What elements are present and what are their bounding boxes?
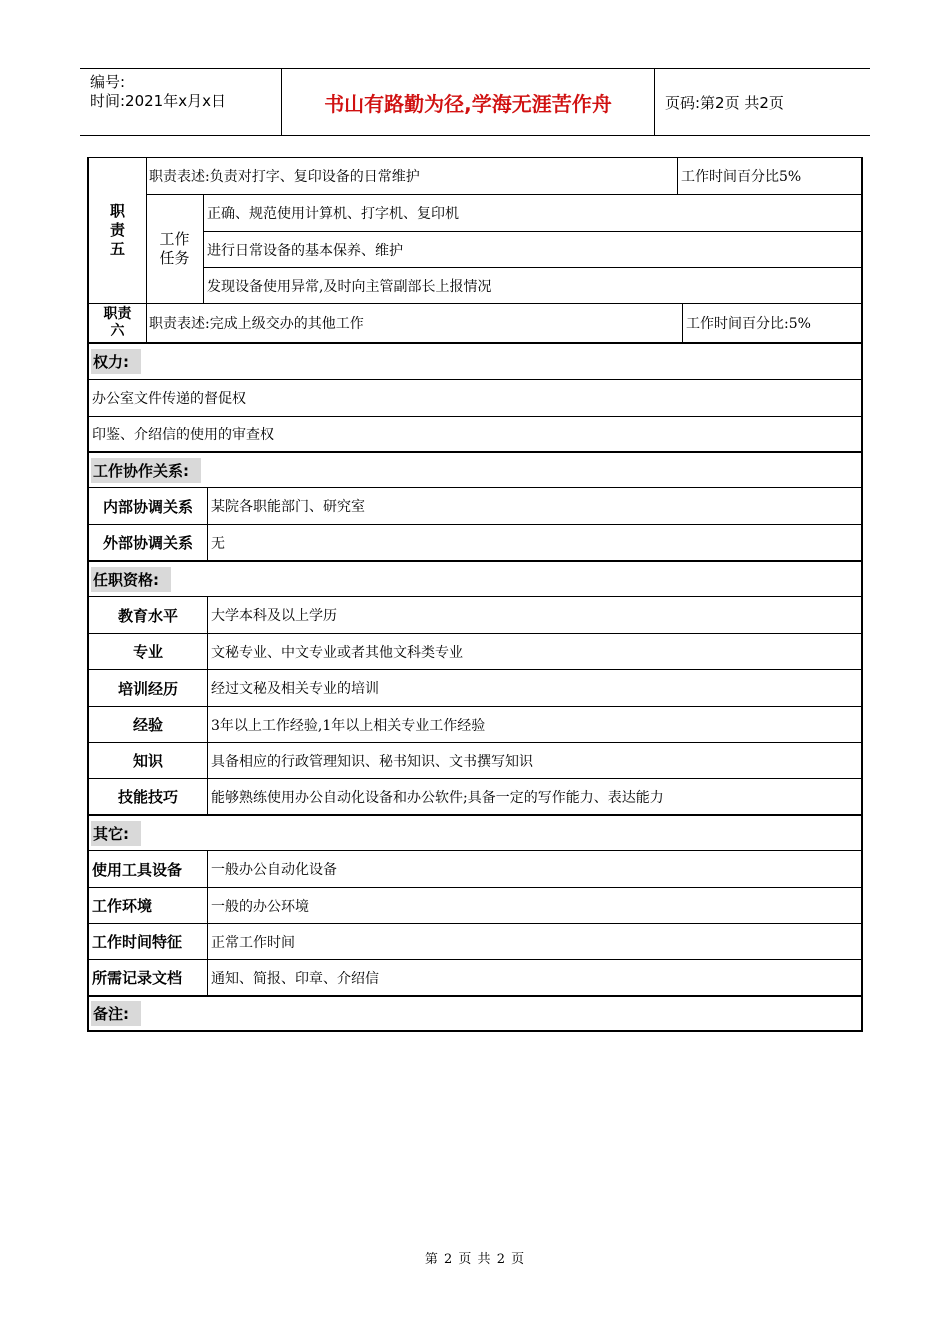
code-label: 编号: xyxy=(90,73,126,91)
other-worktime-label: 工作时间特征 xyxy=(92,933,183,951)
qual-education-value: 大学本科及以上学历 xyxy=(211,608,337,624)
date-label: 时间:2021年x月x日 xyxy=(90,92,226,110)
header-meta xyxy=(80,69,281,136)
qual-knowledge-label: 知识 xyxy=(132,752,163,770)
qual-training-label: 培训经历 xyxy=(117,679,178,698)
qual-major-label: 专业 xyxy=(132,643,163,661)
duty6-label-text: 职责六 xyxy=(103,306,132,339)
duty5-task-3: 发现设备使用异常,及时向主管副部长上报情况 xyxy=(207,278,492,295)
qual-knowledge-value: 具备相应的行政管理知识、秘书知识、文书撰写知识 xyxy=(211,753,533,770)
qual-skills-value: 能够熟练使用办公自动化设备和办公软件;具备一定的写作能力、表达能力 xyxy=(211,789,664,806)
remarks-title xyxy=(91,997,861,1029)
qual-major-value: 文秘专业、中文专业或者其他文科类专业 xyxy=(211,644,463,661)
duty5-task-1: 正确、规范使用计算机、打字机、复印机 xyxy=(207,206,459,222)
qual-skills-label: 技能技巧 xyxy=(117,788,178,806)
internal-coord-value: 某院各职能部门、研究室 xyxy=(211,499,365,515)
other-documents-value: 通知、简报、印章、介绍信 xyxy=(211,970,379,987)
remarks-title-text: 备注: xyxy=(91,1001,141,1026)
external-coord-label: 外部协调关系 xyxy=(102,534,193,552)
qual-education-label: 教育水平 xyxy=(117,606,178,625)
qualification-title xyxy=(91,562,861,596)
authority-item-1: 办公室文件传递的督促权 xyxy=(92,391,246,407)
page-header xyxy=(80,68,870,136)
duty5-time-percent: 工作时间百分比5% xyxy=(681,169,802,185)
other-documents-label: 所需记录文档 xyxy=(92,969,183,987)
other-title-text: 其它: xyxy=(91,821,141,846)
duty5-label xyxy=(89,158,146,303)
duty5-tasks-label xyxy=(146,195,203,303)
qual-experience-value: 3年以上工作经验,1年以上相关专业工作经验 xyxy=(211,717,486,734)
other-title xyxy=(91,816,861,850)
authority-item-2: 印鉴、介绍信的使用的审查权 xyxy=(92,427,274,443)
cooperation-title-text: 工作协作关系: xyxy=(91,458,201,483)
duty6-description: 职责表述:完成上级交办的其他工作 xyxy=(149,316,364,332)
qualification-title-text: 任职资格: xyxy=(91,567,171,592)
authority-title xyxy=(91,344,861,379)
other-environment-label: 工作环境 xyxy=(92,897,153,915)
header-motto: 书山有路勤为径,学海无涯苦作舟 xyxy=(281,69,655,136)
cooperation-title xyxy=(91,453,861,487)
header-page-info: 页码:第2页 共2页 xyxy=(665,94,784,112)
qual-experience-label: 经验 xyxy=(132,716,163,734)
other-worktime-value: 正常工作时间 xyxy=(211,934,295,951)
duty5-description: 职责表述:负责对打字、复印设备的日常维护 xyxy=(149,169,420,185)
job-description-table xyxy=(87,157,863,1032)
duty5-label-text: 职责五 xyxy=(109,202,125,258)
internal-coord-label: 内部协调关系 xyxy=(102,497,193,516)
authority-title-text: 权力: xyxy=(91,349,141,374)
other-environment-value: 一般的办公环境 xyxy=(211,898,309,915)
duty5-task-2: 进行日常设备的基本保养、维护 xyxy=(207,242,403,259)
other-tools-label: 使用工具设备 xyxy=(92,860,183,879)
duty6-label xyxy=(89,304,146,342)
page-footer: 第 2 页 共 2 页 xyxy=(424,1252,526,1267)
duty5-tasks-label-text: 工作任务 xyxy=(159,230,190,267)
other-tools-value: 一般办公自动化设备 xyxy=(211,862,337,878)
duty6-time-percent: 工作时间百分比:5% xyxy=(686,316,811,332)
qual-training-value: 经过文秘及相关专业的培训 xyxy=(211,681,379,697)
external-coord-value: 无 xyxy=(211,535,225,552)
